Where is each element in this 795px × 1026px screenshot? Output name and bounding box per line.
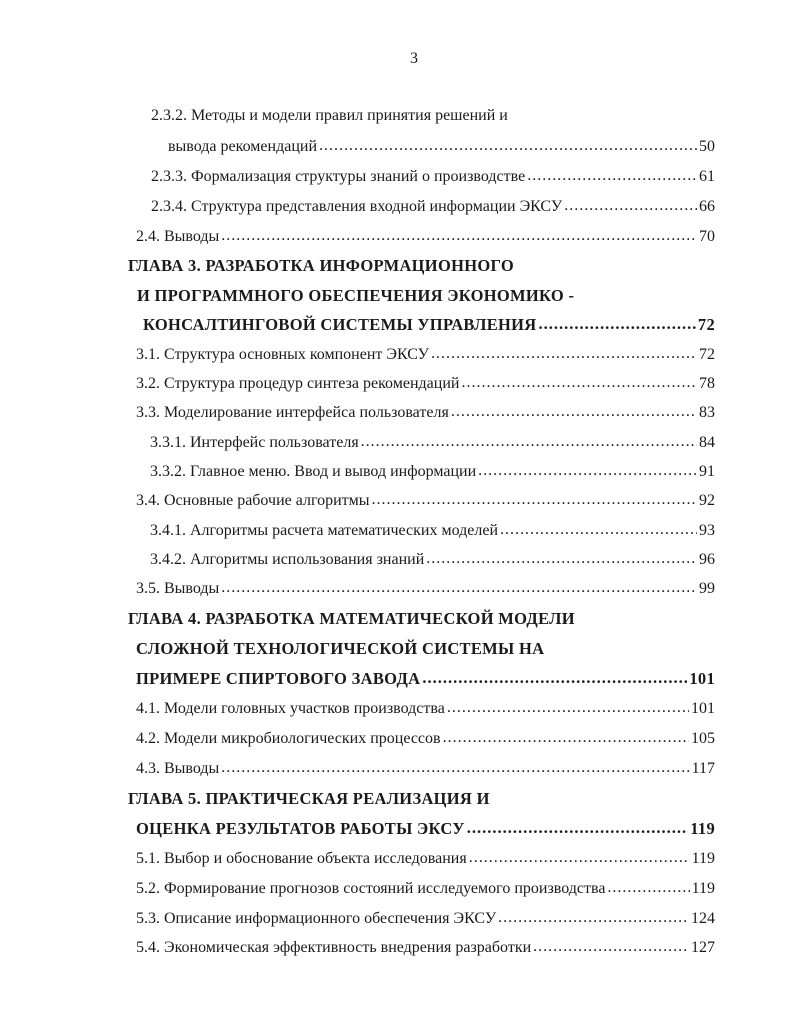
- toc-entry-page: 66: [699, 198, 715, 215]
- toc-entry-number: 5.2.: [136, 880, 164, 897]
- toc-entry-number: 5.3.: [136, 910, 164, 927]
- toc-entry-number: ГЛАВА 3.: [128, 256, 206, 275]
- toc-entry-title: Интерфейс пользователя: [190, 434, 359, 451]
- toc-entry-page: 78: [699, 375, 715, 392]
- toc-entry-page: 83: [699, 404, 715, 421]
- toc-entry-page: 72: [699, 346, 715, 363]
- toc-entry-5-4: [0, 937, 795, 959]
- toc-entry-number: 2.3.3.: [151, 168, 191, 185]
- toc-entry-title: Экономическая эффективность внедрения разработки: [164, 939, 532, 956]
- toc-entry-number: ГЛАВА 5.: [128, 789, 206, 808]
- toc-entry-5-2: [0, 878, 795, 900]
- toc-entry-title: Методы и модели правил принятия решений и: [191, 107, 508, 124]
- toc-entry-number: 3.4.2.: [150, 551, 190, 568]
- toc-entry-5-1: [0, 848, 795, 870]
- dot-leader: [431, 343, 697, 365]
- toc-entry-title: Алгоритмы использования знаний: [190, 551, 425, 568]
- toc-entry-title: ОЦЕНКА РЕЗУЛЬТАТОВ РАБОТЫ ЭКСУ: [136, 819, 465, 838]
- toc-entry-page: 101: [689, 669, 715, 688]
- toc-entry-number: 4.1.: [136, 700, 164, 717]
- dot-leader: [426, 548, 697, 570]
- toc-chapter-5: [0, 788, 795, 810]
- toc-entry-title: Моделирование интерфейса пользователя: [164, 404, 449, 421]
- toc-entry-3-2: [0, 373, 795, 395]
- dot-leader: [447, 697, 689, 719]
- toc-chapter-3-cont-1: [0, 285, 795, 307]
- toc-entry-number: 3.3.: [136, 404, 164, 421]
- dot-leader: [538, 313, 695, 335]
- toc-entry-page: 99: [699, 580, 715, 597]
- toc-entry-3-3-2: [0, 461, 795, 483]
- toc-entry-page: 117: [691, 760, 715, 777]
- toc-entry-number: 3.2.: [136, 375, 164, 392]
- toc-entry-page: 50: [699, 138, 715, 155]
- toc-entry-title: Выбор и обоснование объекта исследования: [164, 850, 467, 867]
- toc-entry-title: Формирование прогнозов состояний исследуемого производства: [164, 880, 606, 897]
- toc-entry-page: 70: [699, 228, 715, 245]
- toc-entry-title: СЛОЖНОЙ ТЕХНОЛОГИЧЕСКОЙ СИСТЕМЫ НА: [136, 639, 545, 658]
- dot-leader: [467, 817, 688, 839]
- toc-entry-3-4-2: [0, 549, 795, 571]
- toc-entry-title: Главное меню. Ввод и вывод информации: [190, 463, 477, 480]
- toc-entry-number: 5.1.: [136, 850, 164, 867]
- toc-entry-title: Выводы: [164, 760, 220, 777]
- toc-entry-3-1: [0, 344, 795, 366]
- toc-entry-number: 3.3.1.: [150, 434, 190, 451]
- toc-entry-title: Формализация структуры знаний о производстве: [191, 168, 526, 185]
- toc-entry-page: 96: [699, 551, 715, 568]
- toc-entry-number: ГЛАВА 4.: [128, 609, 206, 628]
- toc-entry-title: Описание информационного обеспечения ЭКСУ: [164, 910, 497, 927]
- dot-leader: [221, 757, 689, 779]
- dot-leader: [372, 489, 697, 511]
- toc-entry-2-3-3: [0, 166, 795, 188]
- toc-chapter-3-cont-2: [0, 314, 795, 336]
- toc-chapter-5-cont: [0, 818, 795, 840]
- toc-entry-title: Структура основных компонент ЭКСУ: [164, 346, 429, 363]
- toc-chapter-4: [0, 608, 795, 630]
- toc-entry-number: 5.4.: [136, 939, 164, 956]
- dot-leader: [564, 195, 697, 217]
- toc-entry-title: Модели микробиологических процессов: [164, 730, 441, 747]
- toc-entry-title: РАЗРАБОТКА ИНФОРМАЦИОННОГО: [205, 256, 514, 275]
- toc-entry-4-3: [0, 758, 795, 780]
- toc-entry-3-4-1: [0, 520, 795, 542]
- toc-entry-title: Структура процедур синтеза рекомендаций: [164, 375, 460, 392]
- dot-leader: [469, 847, 690, 869]
- toc-entry-3-3: [0, 402, 795, 424]
- toc-chapter-4-cont-2: [0, 668, 795, 690]
- toc-entry-number: 3.5.: [136, 580, 164, 597]
- toc-entry-4-2: [0, 728, 795, 750]
- toc-entry-number: 3.4.1.: [150, 522, 190, 539]
- toc-entry-number: 3.4.: [136, 492, 164, 509]
- dot-leader: [498, 907, 689, 929]
- toc-entry-page: 84: [699, 434, 715, 451]
- dot-leader: [500, 519, 697, 541]
- toc-entry-page: 91: [699, 463, 715, 480]
- toc-entry-page: 92: [699, 492, 715, 509]
- toc-entry-page: 101: [691, 700, 715, 717]
- dot-leader: [422, 667, 687, 689]
- toc-entry-2-3-2: [0, 105, 795, 127]
- toc-entry-number: 2.3.4.: [151, 198, 191, 215]
- toc-entry-title: Алгоритмы расчета математических моделей: [190, 522, 499, 539]
- toc-entry-number: 2.4.: [136, 228, 164, 245]
- toc-entry-number: 2.3.2.: [151, 107, 191, 124]
- toc-entry-3-3-1: [0, 432, 795, 454]
- toc-entry-page: 105: [691, 730, 715, 747]
- toc-entry-page: 93: [699, 522, 715, 539]
- page-number: 3: [410, 50, 418, 67]
- toc-entry-title: ПРИМЕРЕ СПИРТОВОГО ЗАВОДА: [136, 669, 421, 688]
- toc-entry-page: 119: [691, 880, 715, 897]
- toc-entry-5-3: [0, 908, 795, 930]
- dot-leader: [221, 577, 697, 599]
- dot-leader: [443, 727, 689, 749]
- toc-entry-number: 4.2.: [136, 730, 164, 747]
- toc-entry-title: И ПРОГРАММНОГО ОБЕСПЕЧЕНИЯ ЭКОНОМИКО -: [137, 286, 575, 305]
- toc-entry-number: 4.3.: [136, 760, 164, 777]
- toc-entry-page: 119: [690, 819, 715, 838]
- dot-leader: [527, 165, 697, 187]
- dot-leader: [533, 936, 689, 958]
- toc-entry-page: 124: [691, 910, 715, 927]
- toc-entry-2-3-2-cont: [0, 136, 795, 158]
- dot-leader: [361, 431, 697, 453]
- toc-chapter-4-cont-1: [0, 638, 795, 660]
- dot-leader: [451, 401, 697, 423]
- toc-entry-3-4: [0, 490, 795, 512]
- toc-entry-page: 72: [697, 315, 715, 334]
- toc-entry-3-5: [0, 578, 795, 600]
- dot-leader: [221, 225, 697, 247]
- toc-entry-title: Модели головных участков производства: [164, 700, 445, 717]
- toc-entry-4-1: [0, 698, 795, 720]
- dot-leader: [607, 877, 689, 899]
- toc-chapter-3: [0, 255, 795, 277]
- toc-entry-title: РАЗРАБОТКА МАТЕМАТИЧЕСКОЙ МОДЕЛИ: [205, 609, 575, 628]
- toc-entry-title: Основные рабочие алгоритмы: [164, 492, 370, 509]
- toc-entry-number: 3.3.2.: [150, 463, 190, 480]
- toc-entry-2-3-4: [0, 196, 795, 218]
- toc-entry-page: 61: [699, 168, 715, 185]
- toc-entry-number: 3.1.: [136, 346, 164, 363]
- toc-entry-title: Структура представления входной информации ЭКСУ: [191, 198, 563, 215]
- toc-entry-title: вывода рекомендаций: [168, 138, 318, 155]
- dot-leader: [478, 460, 697, 482]
- toc-entry-2-4: [0, 226, 795, 248]
- toc-entry-title: ПРАКТИЧЕСКАЯ РЕАЛИЗАЦИЯ И: [205, 789, 490, 808]
- toc-entry-title: Выводы: [164, 580, 220, 597]
- dot-leader: [319, 135, 697, 157]
- toc-entry-page: 119: [691, 850, 715, 867]
- toc-entry-title: Выводы: [164, 228, 220, 245]
- toc-entry-title: КОНСАЛТИНГОВОЙ СИСТЕМЫ УПРАВЛЕНИЯ: [143, 315, 537, 334]
- toc-entry-page: 127: [691, 939, 715, 956]
- dot-leader: [461, 372, 697, 394]
